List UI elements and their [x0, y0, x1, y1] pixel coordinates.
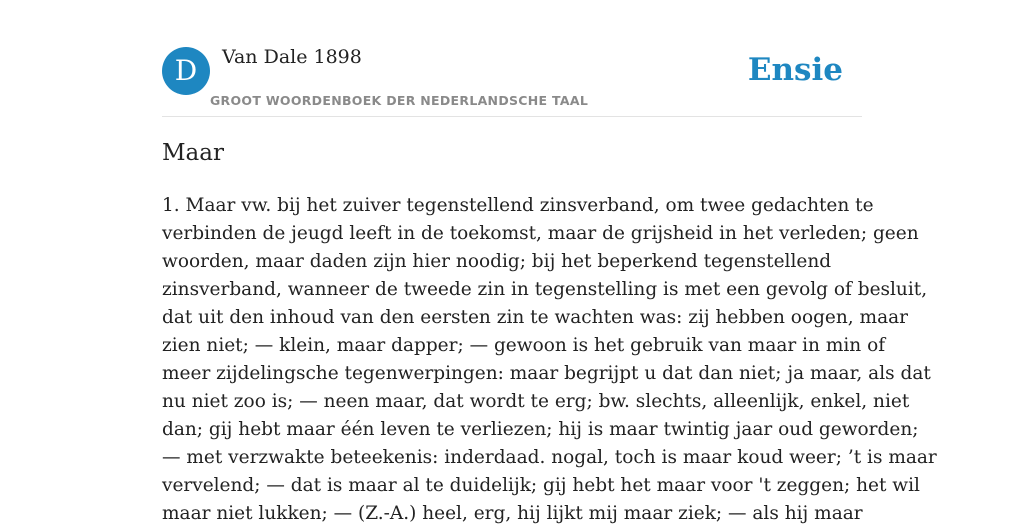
- dictionary-header: [162, 46, 862, 117]
- definition-line: zinsverband, wanneer de tweede zin in tegenstelling is met een gevolg of besluit,: [162, 279, 928, 300]
- dictionary-badge-icon[interactable]: D: [162, 47, 210, 95]
- entry-title: Maar: [162, 140, 224, 166]
- definition-line: verbinden de jeugd leeft in de toekomst, maar de grijsheid in het verleden; geen: [162, 223, 919, 244]
- definition-line: woorden, maar daden zijn hier noodig; bij het beperkend tegenstellend: [162, 251, 832, 272]
- dictionary-name[interactable]: Van Dale 1898: [222, 46, 362, 68]
- definition-line: vervelend; — dat is maar al te duidelijk; gij hebt het maar voor 't zeggen; het wil: [162, 475, 920, 496]
- entry-definition: [162, 192, 937, 528]
- dictionary-subtitle: GROOT WOORDENBOEK DER NEDERLANDSCHE TAAL: [210, 93, 589, 108]
- definition-line: meer zijdelingsche tegenwerpingen: maar begrijpt u dat dan niet; ja maar, als dat: [162, 363, 931, 384]
- definition-line: dat uit den inhoud van den eersten zin te wachten was: zij hebben oogen, maar: [162, 307, 908, 328]
- brand-logo[interactable]: Ensie: [747, 52, 843, 88]
- definition-line: 1. Maar vw. bij het zuiver tegenstellend zinsverband, om twee gedachten te: [162, 195, 874, 216]
- definition-line: maar niet lukken; — (Z.-A.) heel, erg, hij lijkt mij maar ziek; — als hij maar: [162, 503, 863, 524]
- definition-line: dan; gij hebt maar één leven te verliezen; hij is maar twintig jaar oud geworden;: [162, 419, 919, 440]
- definition-line: nu niet zoo is; — neen maar, dat wordt te erg; bw. slechts, alleenlijk, enkel, niet: [162, 391, 910, 412]
- definition-line: — met verzwakte beteekenis: inderdaad. nogal, toch is maar koud weer; ’t is maar: [162, 447, 937, 468]
- definition-line: zien niet; — klein, maar dapper; — gewoon is het gebruik van maar in min of: [162, 335, 886, 356]
